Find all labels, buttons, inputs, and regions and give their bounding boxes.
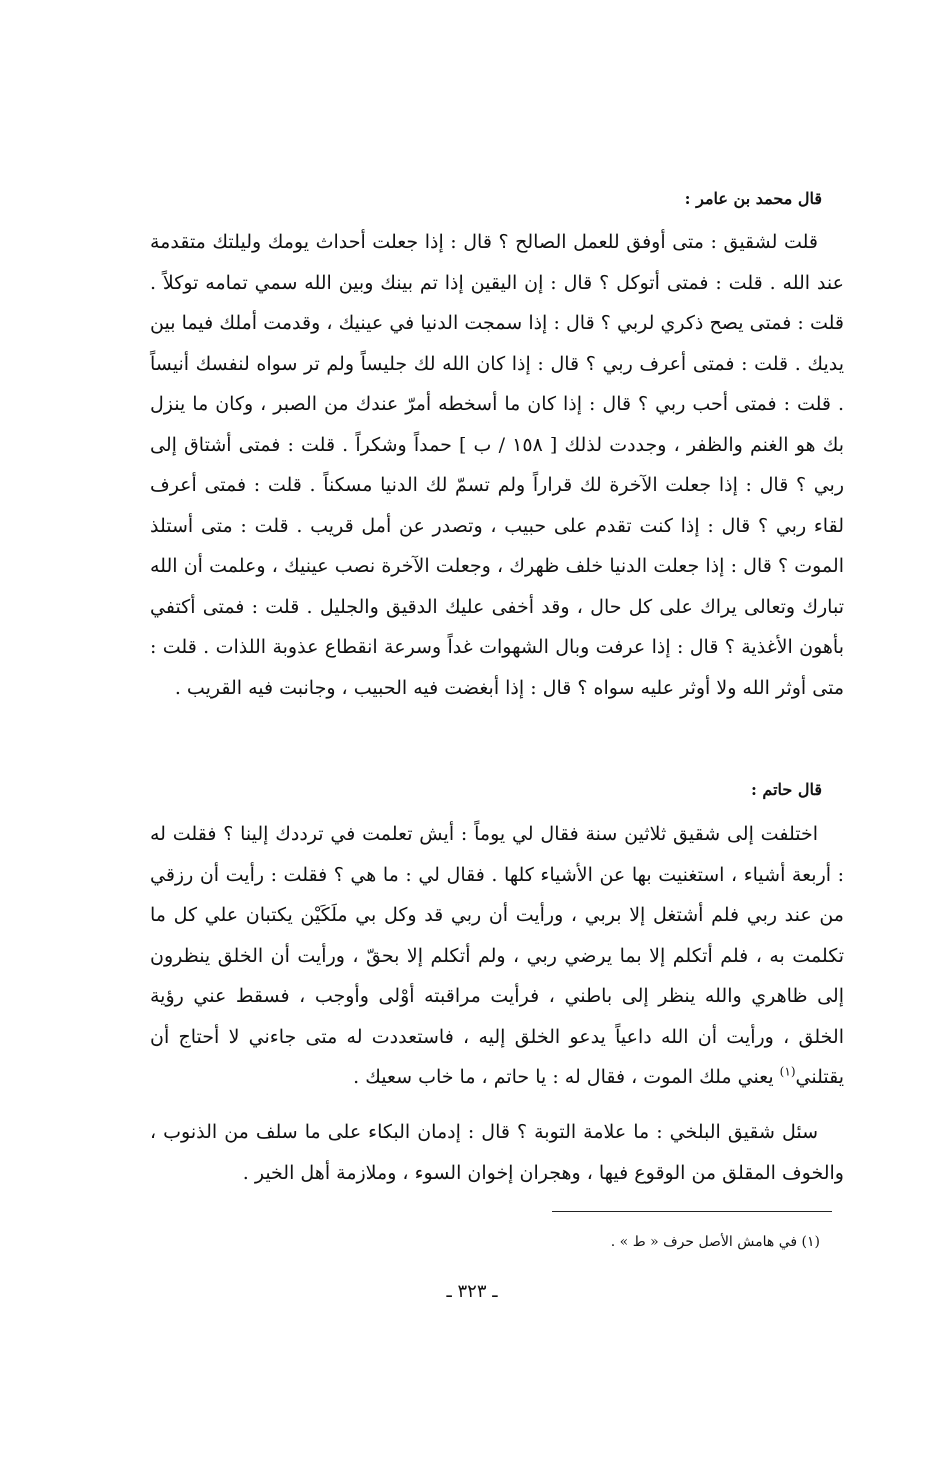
section-heading-muhammad-bin-amir: قال محمد بن عامر : <box>684 189 822 208</box>
footnote-divider <box>552 1211 832 1212</box>
paragraph-2-tail: يعني ملك الموت ، فقال له : يا حاتم ، ما خاب سعيك . <box>353 1066 780 1088</box>
paragraph-1-text: قلت لشقيق : متى أوفق للعمل الصالح ؟ قال : إذا جعلت أحداث يومك وليلتك متقدمة عند الله . قلت : فمتى أتوكل ؟ قال : إن اليقين إذا تم بينك وبين الله سمي تمامه توكلاً . قلت : فمتى يصح ذكري لربي ؟ قال : إذا سمجت الدنيا في عينيك ، وقدمت أملك فيما بين يديك . قلت : فمتى أعرف ربي ؟ قال : إذا كان الله لك جليساً ولم تر سواه لنفسك أنيساً . قلت : فمتى أحب ربي ؟ قال : إذا كان ما أسخطه أمرّ عندك من الصبر ، وكان ما ينزل بك هو الغنم والظفر ، وجددت لذلك [ ١٥٨ / ب ] حمداً وشكراً . قلت : فمتى أشتاق إلى ربي ؟ قال : إذا جعلت الآخرة لك قراراً ولم تسمّ لك الدنيا مسكناً . قلت : فمتى أعرف لقاء ربي ؟ قال : إذا كنت تقدم على حبيب ، وتصدر عن أمل قريب . قلت : متى أستلذ الموت ؟ قال : إذا جعلت الدنيا خلف ظهرك ، وجعلت الآخرة نصب عينيك ، وعلمت أن الله تبارك وتعالى يراك على كل حال ، وقد أخفى عليك الدقيق والجليل . قلت : فمتى أكتفي بأهون الأغذية ؟ قال : إذا عرفت وبال الشهوات غداً وسرعة انقطاع عذوبة اللذات . قلت : متى أوثر الله ولا أوثر عليه سواه ؟ قال : إذا أبغضت فيه الحبيب ، وجانبت فيه القريب . <box>150 231 844 699</box>
paragraph-shaqiq-questions <box>150 222 844 708</box>
footnote-text: (١) في هامش الأصل حرف « ط » . <box>610 1234 820 1250</box>
paragraph-3-text: سئل شقيق البلخي : ما علامة التوبة ؟ قال : إدمان البكاء على ما سلف من الذنوب ، والخوف المقلق من الوقوع فيها ، وهجران إخوان السوء ، وملازمة أهل الخير . <box>150 1121 844 1184</box>
paragraph-2-text: اختلفت إلى شقيق ثلاثين سنة فقال لي يوماً : أيش تعلمت في ترددك إلينا ؟ فقلت له : أربعة أشياء ، استغنيت بها عن الأشياء كلها . فقال لي : ما هي ؟ فقلت : رأيت أن رزقي من عند ربي فلم أشتغل إلا بربي ، ورأيت أن ربي قد وكل بي ملَكَيْن يكتبان علي كل ما تكلمت به ، فلم أتكلم إلا بما يرضي ربي ، ولم أتكلم إلا بحقّ ، ورأيت أن الخلق ينظرون إلى ظاهري والله ينظر إلى باطني ، فرأيت مراقبته أوْلى وأوجب ، فسقط عني رؤية الخلق ، ورأيت أن الله داعياً يدعو الخلق إليه ، فاستعددت له متى جاءني لا أحتاج أن يقتلني <box>150 823 844 1088</box>
footnote-marker: (١) <box>779 1064 796 1079</box>
section-heading-hatim: قال حاتم : <box>750 780 822 799</box>
paragraph-hatim-story <box>150 814 844 1098</box>
page-number: ـ ٣٢٣ ـ <box>446 1281 498 1302</box>
paragraph-repentance <box>150 1112 844 1194</box>
